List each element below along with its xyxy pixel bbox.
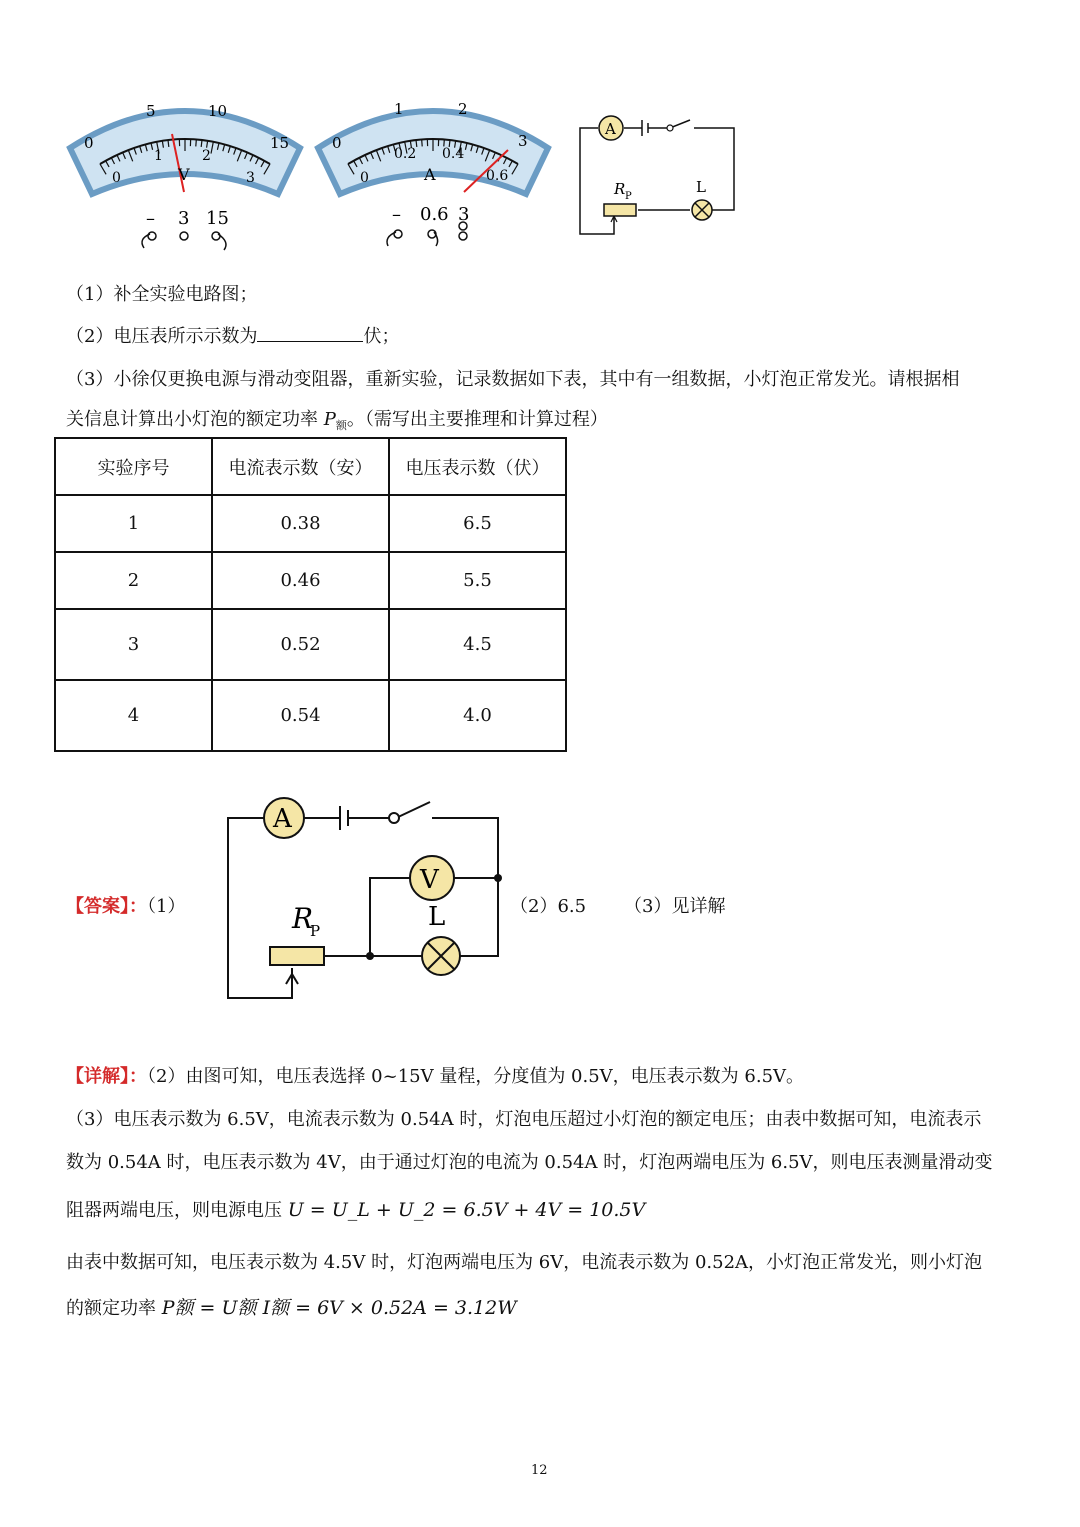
table-row: [55, 680, 566, 751]
table-row: [55, 495, 566, 552]
ammeter-unit: A: [424, 165, 436, 184]
voltmeter-terminal-15: 15: [206, 208, 229, 229]
ammeter-top-3: 3: [518, 132, 528, 150]
dial-tick: [168, 140, 169, 147]
detail-text-4: 阻器两端电压，则电源电压: [66, 1200, 288, 1221]
question-2-text: （2）电压表所示示数为: [66, 326, 258, 347]
table-cell: 0.38: [212, 495, 389, 552]
detail-text-1: （2）由图可知，电压表选择 0~15V 量程，分度值为 0.5V，电压表示数为 6.5V。: [147, 1066, 805, 1087]
svg-text:V: V: [420, 865, 439, 895]
source-voltage-formula: U = U_L + U_2 = 6.5V + 4V = 10.5V: [287, 1199, 646, 1221]
ammeter-dial: [308, 84, 558, 254]
svg-text:R: R: [614, 180, 626, 198]
answer-line: [66, 892, 185, 918]
question-2: [66, 322, 399, 348]
svg-text:L: L: [428, 902, 446, 932]
table-row: [55, 552, 566, 609]
answer-rheostat-symbol: [270, 947, 324, 965]
voltmeter-top-15: 15: [270, 134, 290, 152]
voltmeter-post-3: [180, 232, 188, 240]
question-3-tail: 。（需写出主要推理和计算过程）: [346, 409, 608, 430]
answer-colon: ：: [129, 896, 147, 917]
header-trial: 实验序号: [55, 438, 212, 495]
ammeter-top-2: 2: [458, 100, 468, 118]
ammeter-bottom-06: 0.6: [486, 168, 509, 184]
table-cell: 2: [55, 552, 212, 609]
question-1: （1）补全实验电路图；: [66, 284, 258, 305]
voltmeter-top-10: 10: [208, 102, 228, 120]
ammeter-top-1: 1: [394, 100, 404, 118]
question-3-text: 关信息计算出小灯泡的额定功率: [66, 409, 324, 430]
dial-tick: [201, 140, 202, 147]
question-2-unit: 伏；: [363, 326, 400, 347]
svg-text:A: A: [273, 804, 292, 834]
detail-label: 【详解】: [66, 1066, 129, 1087]
voltmeter-unit: V: [178, 165, 190, 184]
table-row: [55, 609, 566, 680]
question-3-line-2: [66, 405, 608, 433]
table-cell: 4: [55, 680, 212, 751]
svg-text:P: P: [625, 191, 632, 202]
table-cell: 5.5: [389, 552, 566, 609]
table-cell: 3: [55, 609, 212, 680]
data-table: [54, 437, 567, 752]
ammeter-bottom-0: 0: [360, 170, 369, 186]
svg-text:A: A: [605, 120, 616, 138]
ammeter-bottom-04: 0.4: [442, 146, 465, 162]
voltmeter-terminal-neg: –: [146, 208, 155, 229]
table-cell: 1: [55, 495, 212, 552]
question-3-line-1: （3）小徐仅更换电源与滑动变阻器，重新实验，记录数据如下表，其中有一组数据，小灯泡正常发光。请根据相: [66, 369, 960, 390]
power-symbol: P: [323, 409, 336, 430]
ammeter-terminal-06: 0.6: [420, 204, 449, 225]
voltmeter-top-0: 0: [84, 134, 94, 152]
header-current: 电流表示数（安）: [212, 438, 389, 495]
page-number: 12: [531, 1463, 548, 1478]
voltmeter-dial: [60, 84, 310, 254]
answer-part-2: （2）6.5: [510, 896, 587, 917]
voltmeter-post-15: [212, 232, 220, 240]
table-cell: 0.46: [212, 552, 389, 609]
voltmeter-terminal-3: 3: [178, 208, 190, 229]
ammeter-bottom-02: 0.2: [394, 146, 417, 162]
voltmeter-bottom-2: 2: [202, 148, 211, 164]
detail-colon: ：: [129, 1066, 147, 1087]
table-cell: 4.5: [389, 609, 566, 680]
detail-line-3: 数为 0.54A 时，电压表示数为 4V，由于通过灯泡的电流为 0.54A 时，灯泡两端电压为 6.5V，则电压表测量滑动变: [66, 1152, 993, 1173]
table-cell: 4.0: [389, 680, 566, 751]
dial-tick: [196, 139, 197, 146]
ammeter-post-neg: [394, 230, 402, 238]
answer-part-3: （3）见详解: [624, 896, 726, 917]
detail-line-5: 由表中数据可知，电压表示数为 4.5V 时，灯泡两端电压为 6V，电流表示数为 0.52A，小灯泡正常发光，则小灯泡: [66, 1252, 983, 1273]
svg-text:L: L: [696, 178, 706, 196]
table-cell: 0.54: [212, 680, 389, 751]
rheostat-symbol: [604, 204, 636, 216]
voltmeter-bottom-1: 1: [154, 148, 163, 164]
table-cell: 6.5: [389, 495, 566, 552]
answer-circuit-diagram: [220, 790, 510, 1010]
svg-text:R: R: [292, 902, 314, 935]
voltmeter-post-neg: [148, 232, 156, 240]
ammeter-terminal-neg: –: [392, 204, 401, 225]
detail-line-4: [66, 1196, 645, 1222]
ammeter-terminal-3: 3: [458, 204, 470, 225]
rated-power-formula: P额 = U额 I额 = 6V × 0.52A = 3.12W: [161, 1297, 517, 1319]
detail-text-6: 的额定功率: [66, 1298, 162, 1319]
detail-line-6: [66, 1293, 517, 1320]
dial-tick: [422, 139, 423, 146]
voltmeter-bottom-0: 0: [112, 170, 121, 186]
ammeter-top-0: 0: [332, 134, 342, 152]
answer-label: 【答案】: [66, 896, 129, 917]
voltmeter-top-5: 5: [146, 102, 156, 120]
answer-part-1: （1）: [147, 896, 186, 917]
svg-text:P: P: [310, 922, 321, 940]
detail-line-2: （3）电压表示数为 6.5V，电流表示数为 0.54A 时，灯泡电压超过小灯泡的额定电压；由表中数据可知，电流表示: [66, 1109, 982, 1130]
header-voltage: 电压表示数（伏）: [389, 438, 566, 495]
table-cell: 0.52: [212, 609, 389, 680]
detail-line-1: [66, 1062, 804, 1088]
voltmeter-bottom-3: 3: [246, 170, 255, 186]
question-circuit-diagram: [570, 110, 750, 240]
table-header-row: [55, 438, 566, 495]
power-subscript: 额: [335, 419, 347, 432]
answer-blank: [257, 327, 363, 342]
